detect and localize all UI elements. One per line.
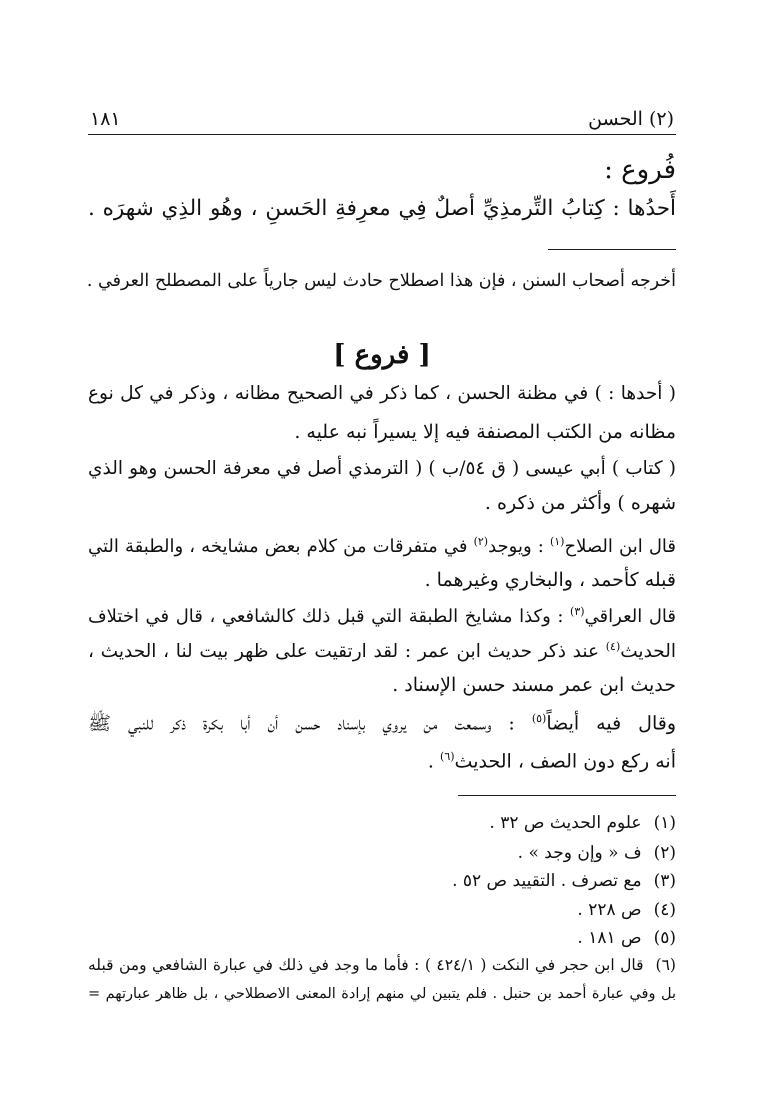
footnote-number: (٤) — [653, 900, 676, 920]
footnote — [88, 815, 676, 832]
body-line: ( أحدها : ) في مظنة الحسن ، كما ذكر في الصحيح مظانه ، وذكر في كل نوع — [88, 383, 676, 404]
footnote-text: ص ٢٢٨ . — [577, 900, 642, 920]
body-line: قال العراقي$^{(٣)}$ : وكذا مشايخ الطبقة التي قبل ذلك كالشافعي ، قال في اختلاف — [88, 605, 676, 627]
matn-text: أَحدُها : كِتابُ التِّرمذِيِّ أصلٌ فِي معرِفةِ الحَسنِ ، وهُو الذِي شهرَه . — [88, 196, 676, 221]
footnote-number: (٢) — [653, 843, 676, 863]
footnote-number: (١) — [653, 813, 676, 833]
page-number: ١٨١ — [90, 108, 121, 130]
footnote-ref: (٤) — [605, 640, 621, 653]
body-line: ( كتاب ) أبي عيسى ( ق ٥٤/ب ) ( الترمذي أصل في معرفة الحسن وهو الذي — [88, 458, 676, 479]
footnote-text: ف « وإن وجد » . — [517, 843, 642, 863]
footnote-text: علوم الحديث ص ٣٢ . — [489, 813, 642, 833]
footnote-text: مع تصرف . التقييد ص ٥٢ . — [452, 871, 642, 891]
footnote-number: (٣) — [653, 871, 676, 891]
footnote-number: (٥) — [653, 928, 676, 948]
footnote-text: قال ابن حجر في النكت ( ٤٢٤/١ ) : فأما ما وجد في ذلك في عبارة الشافعي ومن قبله — [88, 956, 644, 974]
page-header — [88, 100, 676, 135]
footnote — [88, 845, 676, 862]
body-line: أنه ركع دون الصف ، الحديث$^{(٦)}$ . — [427, 750, 676, 773]
body-line: قال ابن الصلاح$^{(١)}$ : ويوجد$^{(٢)}$ في متفرقات من كلام بعض مشايخه ، والطبقة التي — [88, 535, 676, 557]
footnote — [88, 930, 676, 947]
body-line: مظانه من الكتب المصنفة فيه إلا يسيراً نبه عليه . — [294, 421, 676, 443]
footnote-text: ص ١٨١ . — [577, 928, 642, 948]
body-line: وقال فيه أيضاً$^{(٥)}$ : وسمعت من يروي بإسناد حسن أن أبا بكرة ذكر للنبي ﷺ — [88, 712, 676, 735]
footnote-continuation: بل وفي عبارة أحمد بن حنبل . فلم يتبين لي منهم إرادة المعنى الاصطلاحي ، بل ظاهر عبارتهم = — [88, 986, 677, 1002]
matn-heading: فُروع : — [604, 155, 676, 185]
footnote-ref: (١) — [549, 535, 565, 548]
matn-divider — [548, 249, 676, 250]
footnote-number: (٦) — [655, 956, 676, 974]
previous-footnote-continuation: أخرجه أصحاب السنن ، فإن هذا اصطلاح حادث ليس جارياً على المصطلح العرفي . — [86, 271, 676, 291]
footnote — [88, 873, 676, 890]
section-heading: [ فروع ] — [333, 340, 431, 370]
body-line: الحديث$^{(٤)}$ عند ذكر حديث ابن عمر : لقد ارتقيت على ظهر بيت لنا ، الحديث ، — [88, 640, 676, 663]
footnote-ref: (٣) — [570, 605, 585, 618]
body-line: حديث ابن عمر مسند حسن الإسناد . — [392, 674, 676, 696]
footnote-ref: (٢) — [473, 535, 489, 548]
footnote-ref: (٦) — [440, 750, 455, 763]
footnote-ref: (٥) — [531, 712, 547, 725]
body-line: شهره ) وأكثر من ذكره . — [484, 492, 676, 514]
footnote-divider — [458, 795, 676, 796]
footnote — [88, 958, 676, 974]
chapter-title: (٢) الحسن — [588, 108, 674, 130]
footnote — [88, 902, 676, 919]
body-line: قبله كأحمد ، والبخاري وغيرهما . — [424, 569, 676, 591]
